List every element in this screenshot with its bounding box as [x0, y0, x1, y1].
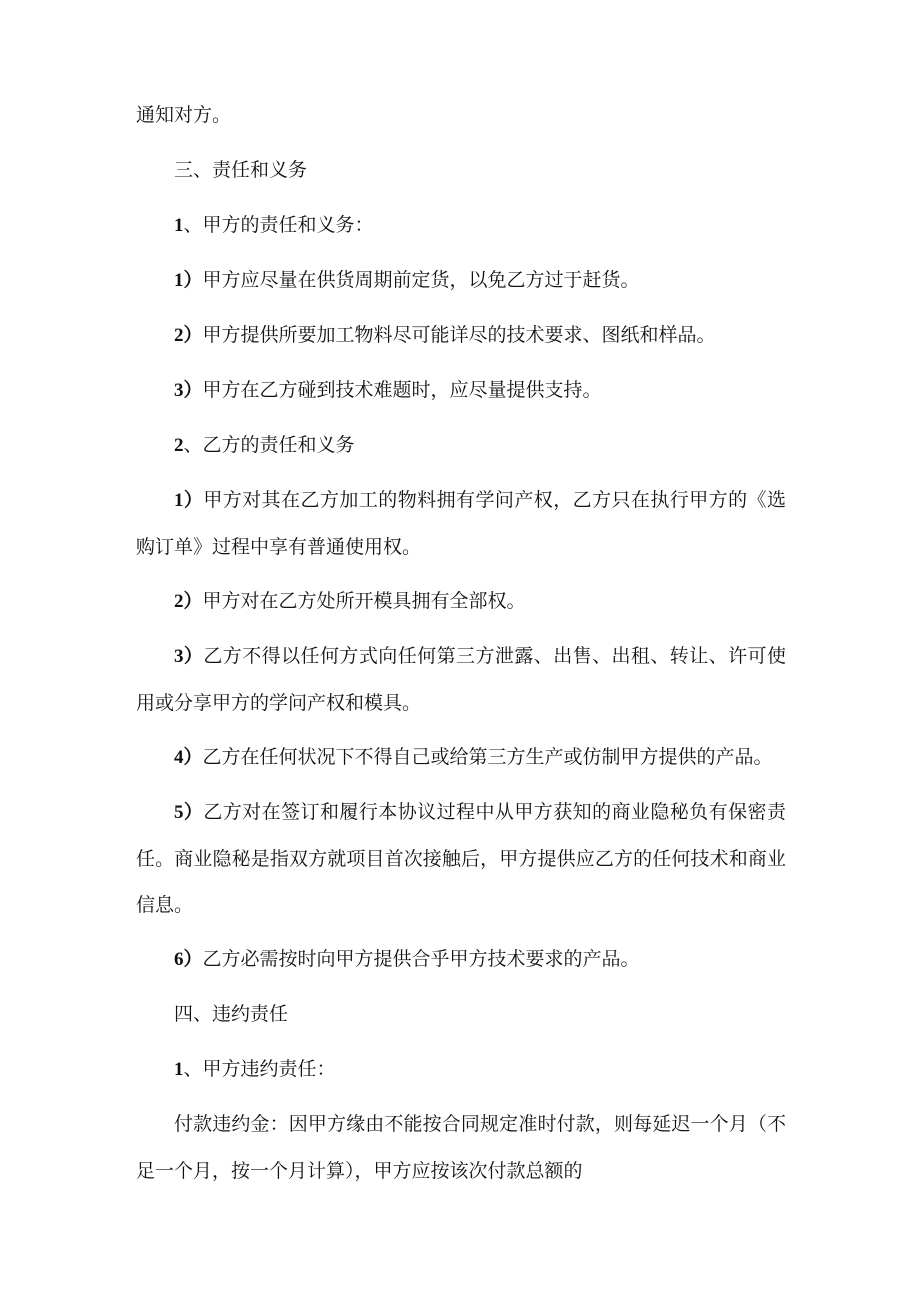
paragraph-text: 、甲方违约责任： [183, 1058, 336, 1080]
paragraph-number: 1 [174, 1059, 184, 1080]
paragraph-text: 四、违约责任 [174, 1003, 289, 1025]
paragraph-number: 2） [174, 325, 203, 346]
list-item [136, 257, 786, 304]
list-item [136, 367, 786, 414]
section-heading [136, 991, 786, 1038]
paragraph-number: 4） [174, 747, 203, 768]
paragraph-number: 1） [174, 270, 203, 291]
paragraph-number: 3） [174, 380, 203, 401]
body-paragraph [136, 1101, 786, 1194]
paragraph-number: 2） [174, 591, 203, 612]
paragraph [136, 92, 786, 139]
section-heading [136, 147, 786, 194]
paragraph-text: 乙方必需按时向甲方提供合乎甲方技术要求的产品。 [202, 948, 640, 970]
paragraph-text: 、甲方的责任和义务： [183, 214, 374, 236]
paragraph-text: 甲方对其在乙方加工的物料拥有学问产权，乙方只在执行甲方的《选购订单》过程中享有普通使用权。 [136, 489, 786, 558]
list-item [136, 789, 786, 928]
document-body [136, 92, 786, 1202]
paragraph-number: 3） [174, 646, 204, 667]
paragraph-text: 乙方在任何状况下不得自己或给第三方生产或仿制甲方提供的产品。 [202, 746, 773, 768]
list-item [136, 477, 786, 570]
paragraph-text: 甲方提供所要加工物料尽可能详尽的技术要求、图纸和样品。 [202, 324, 716, 346]
paragraph-text: 甲方对在乙方处所开模具拥有全部权。 [202, 590, 526, 612]
paragraph-number: 1） [174, 490, 204, 511]
paragraph-text: 乙方对在签订和履行本协议过程中从甲方获知的商业隐秘负有保密责任。商业隐秘是指双方就项目首次接触后，甲方提供应乙方的任何技术和商业信息。 [136, 801, 786, 916]
paragraph-number: 1 [174, 215, 184, 236]
list-item [136, 578, 786, 625]
paragraph-text: 付款违约金：因甲方缘由不能按合同规定准时付款，则每延迟一个月（不足一个月，按一个月计算），甲方应按该次付款总额的 [136, 1113, 786, 1182]
paragraph-number: 6） [174, 949, 203, 970]
paragraph-text: 甲方应尽量在供货周期前定货，以免乙方过于赶货。 [202, 269, 640, 291]
paragraph-number: 5） [174, 802, 204, 823]
paragraph-text: 甲方在乙方碰到技术难题时，应尽量提供支持。 [202, 379, 602, 401]
list-item [136, 633, 786, 726]
paragraph-number: 2 [174, 435, 184, 456]
subsection-heading [136, 422, 786, 469]
subsection-heading [136, 202, 786, 249]
list-item [136, 936, 786, 983]
paragraph-text: 、乙方的责任和义务 [183, 434, 355, 456]
paragraph-text: 通知对方。 [136, 104, 232, 126]
paragraph-text: 三、责任和义务 [174, 159, 308, 181]
list-item [136, 734, 786, 781]
subsection-heading [136, 1046, 786, 1093]
list-item [136, 312, 786, 359]
paragraph-text: 乙方不得以任何方式向任何第三方泄露、出售、出租、转让、许可使用或分享甲方的学问产权和模具。 [136, 645, 786, 714]
